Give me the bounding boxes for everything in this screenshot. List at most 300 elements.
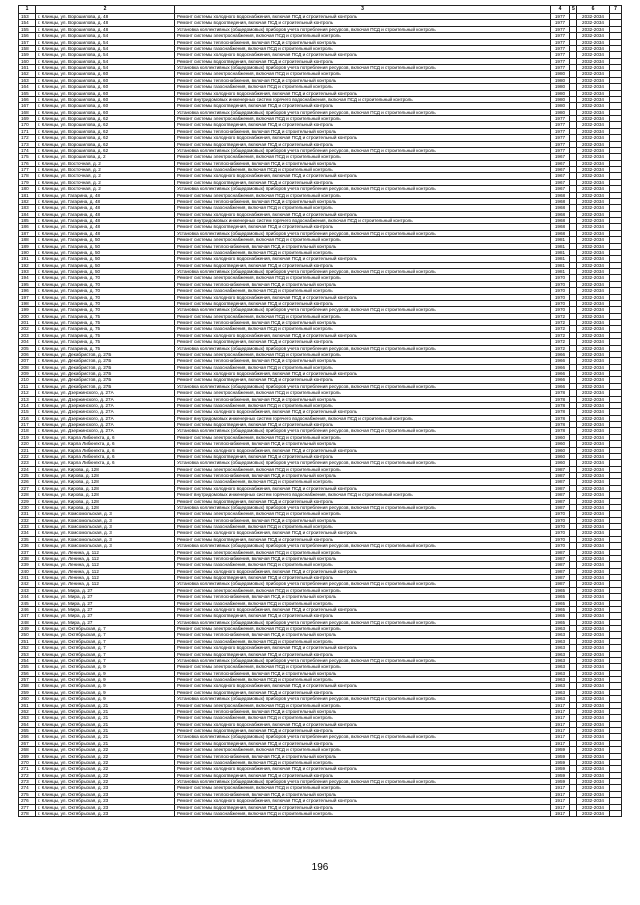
repair-period: 2032-2034 (577, 173, 610, 179)
repair-period: 2032-2034 (577, 447, 610, 453)
row-number: 189 (19, 243, 36, 249)
row-number: 276 (19, 798, 36, 804)
build-year: 1967 (551, 154, 570, 160)
work-type: Ремонт системы теплоснабжения, включая ПСД и строительный контроль (175, 160, 551, 166)
address: г. Клинцы, ул. Декабристов, д. 27Б (36, 351, 175, 357)
work-type: Ремонт системы газоснабжения, включая ПСД и строительный контроль (175, 84, 551, 90)
work-type: Ремонт системы холодного водоснабжения, включая ПСД и строительный контроль (175, 52, 551, 58)
build-year: 1917 (551, 798, 570, 804)
row-number: 265 (19, 728, 36, 734)
repair-period: 2032-2034 (577, 517, 610, 523)
repair-period: 2032-2034 (577, 45, 610, 51)
repair-period: 2032-2034 (577, 339, 610, 345)
work-type: Установка коллективных (общедомовых) приборов учета потребления ресурсов, включая ПСД и строительный контроль (175, 581, 551, 587)
build-year: 1917 (551, 810, 570, 816)
work-type: Установка коллективных (общедомовых) приборов учета потребления ресурсов, включая ПСД и строительный контроль (175, 186, 551, 192)
build-year: 1959 (551, 747, 570, 753)
build-year: 1981 (551, 256, 570, 262)
build-year: 1959 (551, 772, 570, 778)
address: г. Клинцы, ул. Гагарина, д. 75 (36, 326, 175, 332)
address: г. Клинцы, ул. Октябрьская, д. 7 (36, 657, 175, 663)
address: г. Клинцы, ул. Декабристов, д. 27Б (36, 364, 175, 370)
work-type: Ремонт внутридомовых инженерных систем горячего водоснабжения, включая ПСД и строительный контроль (175, 218, 551, 224)
repair-period: 2032-2034 (577, 358, 610, 364)
build-year: 1963 (551, 645, 570, 651)
build-year: 1970 (551, 288, 570, 294)
row-number: 185 (19, 218, 36, 224)
row-number: 165 (19, 90, 36, 96)
address: г. Клинцы, ул. Октябрьская, д. 9 (36, 683, 175, 689)
repair-period: 2032-2034 (577, 632, 610, 638)
row-number: 191 (19, 256, 36, 262)
build-year: 1917 (551, 708, 570, 714)
build-year: 1968 (551, 224, 570, 230)
row-number: 209 (19, 371, 36, 377)
build-year: 1972 (551, 313, 570, 319)
work-type: Ремонт системы теплоснабжения, включая ПСД и строительный контроль (175, 473, 551, 479)
work-type: Ремонт системы водоотведения, включая ПСД и строительный контроль (175, 224, 551, 230)
address: г. Клинцы, ул. Ворошилова, д. 62 (36, 147, 175, 153)
build-year: 1917 (551, 721, 570, 727)
repair-period: 2032-2034 (577, 555, 610, 561)
repair-period: 2032-2034 (577, 575, 610, 581)
row-number: 192 (19, 262, 36, 268)
work-type: Установка коллективных (общедомовых) приборов учета потребления ресурсов, включая ПСД и строительный контроль (175, 26, 551, 32)
build-year: 1970 (551, 524, 570, 530)
repair-period: 2032-2034 (577, 116, 610, 122)
build-year: 1960 (551, 453, 570, 459)
work-type: Ремонт системы электроснабжения, включая ПСД и строительный контроль (175, 747, 551, 753)
repair-period: 2032-2034 (577, 651, 610, 657)
work-type: Ремонт системы электроснабжения, включая ПСД и строительный контроль (175, 785, 551, 791)
address: г. Клинцы, ул. Ворошилова, д. 48 (36, 14, 175, 20)
build-year: 1966 (551, 351, 570, 357)
address: г. Клинцы, ул. Ворошилова, д. 60 (36, 103, 175, 109)
build-year: 1970 (551, 511, 570, 517)
address: г. Клинцы, ул. Дзержинского, д. 27А (36, 409, 175, 415)
address: г. Клинцы, ул. Октябрьская, д. 21 (36, 708, 175, 714)
row-number: 251 (19, 638, 36, 644)
work-type: Ремонт системы электроснабжения, включая ПСД и строительный контроль (175, 549, 551, 555)
address: г. Клинцы, ул. Ворошилова, д. 62 (36, 128, 175, 134)
build-year: 1917 (551, 804, 570, 810)
repair-period: 2032-2034 (577, 243, 610, 249)
work-type: Ремонт системы теплоснабжения, включая ПСД и строительный контроль (175, 555, 551, 561)
repair-period: 2032-2034 (577, 524, 610, 530)
address: г. Клинцы, ул. Дзержинского, д. 27А (36, 428, 175, 434)
address: г. Клинцы, ул. Ворошилова, д. 54 (36, 39, 175, 45)
address: г. Клинцы, ул. Карла Либкнехта, д. 6 (36, 441, 175, 447)
work-type: Ремонт системы теплоснабжения, включая ПСД и строительный контроль (175, 708, 551, 714)
repair-period: 2032-2034 (577, 747, 610, 753)
address: г. Клинцы, ул. Кирова, д. 128 (36, 473, 175, 479)
row-number: 203 (19, 332, 36, 338)
address: г. Клинцы, ул. Октябрьская, д. 23 (36, 785, 175, 791)
build-year: 1963 (551, 664, 570, 670)
column-number-row (19, 6, 622, 14)
address: г. Клинцы, ул. Ворошилова, д. 60 (36, 109, 175, 115)
address: г. Клинцы, ул. Октябрьская, д. 7 (36, 626, 175, 632)
repair-period: 2032-2034 (577, 530, 610, 536)
repair-period: 2032-2034 (577, 186, 610, 192)
address: г. Клинцы, ул. Комсомольская, д. 3 (36, 524, 175, 530)
build-year: 1987 (551, 549, 570, 555)
address: г. Клинцы, ул. Кирова, д. 128 (36, 466, 175, 472)
work-type: Установка коллективных (общедомовых) приборов учета потребления ресурсов, включая ПСД и строительный контроль (175, 657, 551, 663)
work-type: Ремонт системы водоотведения, включая ПСД и строительный контроль (175, 377, 551, 383)
build-year: 1966 (551, 358, 570, 364)
row-number: 195 (19, 281, 36, 287)
build-year: 1966 (551, 383, 570, 389)
repair-period: 2032-2034 (577, 345, 610, 351)
address: г. Клинцы, ул. Кирова, д. 128 (36, 498, 175, 504)
work-type: Ремонт внутридомовых инженерных систем горячего водоснабжения, включая ПСД и строительный контроль (175, 96, 551, 102)
build-year: 1978 (551, 402, 570, 408)
work-type: Ремонт системы газоснабжения, включая ПСД и строительный контроль (175, 810, 551, 816)
build-year: 1987 (551, 504, 570, 510)
build-year: 1977 (551, 147, 570, 153)
address: г. Клинцы, ул. Ворошилова, д. 54 (36, 58, 175, 64)
address: г. Клинцы, ул. Дзержинского, д. 27А (36, 402, 175, 408)
repair-period: 2032-2034 (577, 479, 610, 485)
repair-period: 2032-2034 (577, 498, 610, 504)
row-number: 242 (19, 581, 36, 587)
work-type: Ремонт системы электроснабжения, включая ПСД и строительный контроль (175, 192, 551, 198)
work-type: Ремонт системы холодного водоснабжения, включая ПСД и строительный контроль (175, 256, 551, 262)
build-year: 1978 (551, 409, 570, 415)
address: г. Клинцы, ул. Ленина, д. 112 (36, 549, 175, 555)
address: г. Клинцы, ул. Мира, д. 27 (36, 619, 175, 625)
repair-period: 2032-2034 (577, 103, 610, 109)
work-type: Ремонт системы газоснабжения, включая ПСД и строительный контроль (175, 167, 551, 173)
build-year: 1977 (551, 33, 570, 39)
row-number: 243 (19, 587, 36, 593)
build-year: 1960 (551, 441, 570, 447)
row-number: 200 (19, 313, 36, 319)
repair-period: 2032-2034 (577, 594, 610, 600)
repair-period: 2032-2034 (577, 383, 610, 389)
page-number: 196 (311, 862, 329, 873)
address: г. Клинцы, ул. Гагарина, д. 50 (36, 269, 175, 275)
address: г. Клинцы, ул. Октябрьская, д. 22 (36, 779, 175, 785)
build-year: 1967 (551, 167, 570, 173)
build-year: 1967 (551, 173, 570, 179)
address: г. Клинцы, ул. Гагарина, д. 70 (36, 307, 175, 313)
address: г. Клинцы, ул. Гагарина, д. 48 (36, 230, 175, 236)
work-type: Установка коллективных (общедомовых) приборов учета потребления ресурсов, включая ПСД и строительный контроль (175, 109, 551, 115)
address: г. Клинцы, ул. Гагарина, д. 70 (36, 288, 175, 294)
build-year: 1977 (551, 141, 570, 147)
row-number: 233 (19, 524, 36, 530)
build-year: 1965 (551, 619, 570, 625)
row-number: 253 (19, 651, 36, 657)
build-year: 1966 (551, 377, 570, 383)
work-type: Ремонт внутридомовых инженерных систем горячего водоснабжения, включая ПСД и строительный контроль (175, 415, 551, 421)
repair-period: 2032-2034 (577, 670, 610, 676)
address: г. Клинцы, ул. Гагарина, д. 50 (36, 256, 175, 262)
row-number: 272 (19, 772, 36, 778)
repair-period: 2032-2034 (577, 390, 610, 396)
repair-period: 2032-2034 (577, 249, 610, 255)
row-number: 197 (19, 294, 36, 300)
build-year: 1977 (551, 58, 570, 64)
repair-period: 2032-2034 (577, 728, 610, 734)
repair-period: 2032-2034 (577, 71, 610, 77)
address: г. Клинцы, ул. Гагарина, д. 70 (36, 275, 175, 281)
build-year: 1970 (551, 530, 570, 536)
build-year: 1968 (551, 198, 570, 204)
repair-period: 2032-2034 (577, 396, 610, 402)
work-type: Ремонт системы холодного водоснабжения, включая ПСД и строительный контроль (175, 721, 551, 727)
repair-period: 2032-2034 (577, 657, 610, 663)
repair-period: 2032-2034 (577, 638, 610, 644)
build-year: 1977 (551, 20, 570, 26)
address: г. Клинцы, ул. Гагарина, д. 48 (36, 192, 175, 198)
address: г. Клинцы, ул. Октябрьская, д. 9 (36, 664, 175, 670)
work-type: Ремонт системы холодного водоснабжения, включая ПСД и строительный контроль (175, 14, 551, 20)
repair-period: 2032-2034 (577, 766, 610, 772)
row-number: 156 (19, 33, 36, 39)
row-number: 188 (19, 237, 36, 243)
build-year: 1972 (551, 339, 570, 345)
row-number: 222 (19, 453, 36, 459)
row-number: 190 (19, 249, 36, 255)
repair-period: 2032-2034 (577, 779, 610, 785)
repair-period: 2032-2034 (577, 460, 610, 466)
build-year: 1987 (551, 485, 570, 491)
repair-period: 2032-2034 (577, 568, 610, 574)
work-type: Ремонт системы водоотведения, включая ПСД и строительный контроль (175, 740, 551, 746)
work-type: Ремонт системы газоснабжения, включая ПСД и строительный контроль (175, 715, 551, 721)
repair-period: 2032-2034 (577, 683, 610, 689)
build-year: 1963 (551, 626, 570, 632)
row-number: 271 (19, 766, 36, 772)
row-number: 230 (19, 504, 36, 510)
address: г. Клинцы, ул. Ворошилова, д. 62 (36, 135, 175, 141)
build-year: 1978 (551, 415, 570, 421)
repair-period: 2032-2034 (577, 26, 610, 32)
repair-period: 2032-2034 (577, 492, 610, 498)
address: г. Клинцы, ул. Октябрьская, д. 23 (36, 791, 175, 797)
document-sheet (18, 5, 621, 817)
work-type: Ремонт системы холодного водоснабжения, включая ПСД и строительный контроль (175, 766, 551, 772)
address: г. Клинцы, ул. Ворошилова, д. 60 (36, 71, 175, 77)
build-year: 1970 (551, 543, 570, 549)
row-number: 155 (19, 26, 36, 32)
repair-period: 2032-2034 (577, 205, 610, 211)
repair-period: 2032-2034 (577, 536, 610, 542)
build-year: 1977 (551, 116, 570, 122)
repair-period: 2032-2034 (577, 721, 610, 727)
row-number: 232 (19, 517, 36, 523)
address: г. Клинцы, ул. Гагарина, д. 48 (36, 211, 175, 217)
build-year: 1917 (551, 734, 570, 740)
address: г. Клинцы, ул. Мира, д. 27 (36, 613, 175, 619)
repair-period: 2032-2034 (577, 320, 610, 326)
row-number: 237 (19, 549, 36, 555)
row-number: 208 (19, 364, 36, 370)
work-type: Ремонт системы газоснабжения, включая ПСД и строительный контроль (175, 288, 551, 294)
address: г. Клинцы, ул. Ворошилова, д. 62 (36, 116, 175, 122)
address: г. Клинцы, ул. Дзержинского, д. 27А (36, 396, 175, 402)
build-year: 1965 (551, 587, 570, 593)
repair-period: 2032-2034 (577, 313, 610, 319)
repair-period: 2032-2034 (577, 377, 610, 383)
build-year: 1977 (551, 122, 570, 128)
repair-period: 2032-2034 (577, 167, 610, 173)
build-year: 1959 (551, 759, 570, 765)
row-number: 157 (19, 39, 36, 45)
address: г. Клинцы, ул. Дзержинского, д. 27А (36, 390, 175, 396)
row-number: 278 (19, 810, 36, 816)
work-type: Ремонт системы холодного водоснабжения, включая ПСД и строительный контроль (175, 447, 551, 453)
repair-period: 2032-2034 (577, 52, 610, 58)
address: г. Клинцы, ул. Ворошилова, д. 60 (36, 84, 175, 90)
build-year: 1970 (551, 517, 570, 523)
row-number: 215 (19, 409, 36, 415)
note-cell (610, 810, 622, 816)
build-year: 1970 (551, 300, 570, 306)
repair-period: 2032-2034 (577, 364, 610, 370)
row-number: 177 (19, 167, 36, 173)
address: г. Клинцы, ул. Гагарина, д. 50 (36, 262, 175, 268)
repair-period: 2032-2034 (577, 504, 610, 510)
row-number: 172 (19, 135, 36, 141)
row-number: 212 (19, 390, 36, 396)
work-type: Ремонт системы электроснабжения, включая ПСД и строительный контроль (175, 313, 551, 319)
address: г. Клинцы, ул. Октябрьская, д. 22 (36, 753, 175, 759)
build-year: 1963 (551, 632, 570, 638)
work-type: Ремонт системы газоснабжения, включая ПСД и строительный контроль (175, 205, 551, 211)
row-number: 158 (19, 45, 36, 51)
build-year: 1987 (551, 473, 570, 479)
build-year: 1963 (551, 689, 570, 695)
build-year: 1977 (551, 52, 570, 58)
address: г. Клинцы, ул. Гагарина, д. 48 (36, 218, 175, 224)
row-number: 236 (19, 543, 36, 549)
row-number: 260 (19, 696, 36, 702)
work-type: Ремонт системы теплоснабжения, включая ПСД и строительный контроль (175, 243, 551, 249)
build-year: 1963 (551, 670, 570, 676)
address: г. Клинцы, ул. Карла Либкнехта, д. 6 (36, 434, 175, 440)
work-type: Ремонт системы теплоснабжения, включая ПСД и строительный контроль (175, 441, 551, 447)
build-year: 1959 (551, 753, 570, 759)
row-number: 268 (19, 747, 36, 753)
address: г. Клинцы, ул. Октябрьская, д. 9 (36, 689, 175, 695)
repair-period: 2032-2034 (577, 409, 610, 415)
row-number: 252 (19, 645, 36, 651)
work-type: Ремонт системы теплоснабжения, включая ПСД и строительный контроль (175, 670, 551, 676)
row-number: 214 (19, 402, 36, 408)
address: г. Клинцы, ул. Гагарина, д. 75 (36, 313, 175, 319)
table-body (19, 14, 622, 817)
repair-period: 2032-2034 (577, 677, 610, 683)
build-year: 1959 (551, 766, 570, 772)
address: г. Клинцы, ул. Мира, д. 27 (36, 587, 175, 593)
repair-period: 2032-2034 (577, 14, 610, 20)
build-year: 1959 (551, 779, 570, 785)
work-type: Ремонт системы электроснабжения, включая ПСД и строительный контроль (175, 390, 551, 396)
row-number: 274 (19, 785, 36, 791)
address: г. Клинцы, ул. Ворошилова, д. 60 (36, 90, 175, 96)
repair-period: 2032-2034 (577, 740, 610, 746)
row-number: 161 (19, 65, 36, 71)
row-number: 178 (19, 173, 36, 179)
repair-period: 2032-2034 (577, 262, 610, 268)
work-type: Ремонт системы холодного водоснабжения, включая ПСД и строительный контроль (175, 683, 551, 689)
repair-period: 2032-2034 (577, 422, 610, 428)
work-type: Ремонт системы водоотведения, включая ПСД и строительный контроль (175, 300, 551, 306)
address: г. Клинцы, ул. Октябрьская, д. 21 (36, 728, 175, 734)
build-year: 1972 (551, 326, 570, 332)
address: г. Клинцы, ул. Ворошилова, д. 54 (36, 52, 175, 58)
work-type: Ремонт системы теплоснабжения, включая ПСД и строительный контроль (175, 281, 551, 287)
row-number: 202 (19, 326, 36, 332)
build-year: 1987 (551, 575, 570, 581)
work-type: Ремонт системы водоотведения, включая ПСД и строительный контроль (175, 613, 551, 619)
repair-period: 2032-2034 (577, 211, 610, 217)
build-year: 1917 (551, 785, 570, 791)
work-type: Ремонт системы холодного водоснабжения, включая ПСД и строительный контроль (175, 173, 551, 179)
address: г. Клинцы, ул. Гагарина, д. 70 (36, 294, 175, 300)
address: г. Клинцы, ул. Кирова, д. 128 (36, 485, 175, 491)
row-number: 223 (19, 460, 36, 466)
build-year: 1965 (551, 600, 570, 606)
work-type: Ремонт системы газоснабжения, включая ПСД и строительный контроль (175, 326, 551, 332)
address: г. Клинцы, ул. Октябрьская, д. 21 (36, 734, 175, 740)
row-number: 254 (19, 657, 36, 663)
build-year: 1970 (551, 307, 570, 313)
row-number: 166 (19, 96, 36, 102)
build-year: 1963 (551, 677, 570, 683)
repair-period: 2032-2034 (577, 332, 610, 338)
repair-period: 2032-2034 (577, 122, 610, 128)
address: г. Клинцы, ул. Октябрьская, д. 7 (36, 632, 175, 638)
row-number: 266 (19, 734, 36, 740)
repair-period: 2032-2034 (577, 466, 610, 472)
build-year: 1977 (551, 39, 570, 45)
work-type: Ремонт системы водоотведения, включая ПСД и строительный контроль (175, 262, 551, 268)
row-number: 220 (19, 441, 36, 447)
work-type: Ремонт системы водоотведения, включая ПСД и строительный контроль (175, 651, 551, 657)
build-year: 1981 (551, 269, 570, 275)
row-number: 240 (19, 568, 36, 574)
repair-period: 2032-2034 (577, 759, 610, 765)
work-type: Ремонт системы водоотведения, включая ПСД и строительный контроль (175, 772, 551, 778)
work-type: Ремонт системы холодного водоснабжения, включая ПСД и строительный контроль (175, 135, 551, 141)
build-year: 1981 (551, 243, 570, 249)
work-type: Ремонт системы газоснабжения, включая ПСД и строительный контроль (175, 249, 551, 255)
row-number: 221 (19, 447, 36, 453)
repair-period: 2032-2034 (577, 198, 610, 204)
build-year: 1987 (551, 581, 570, 587)
address: г. Клинцы, ул. Кирова, д. 128 (36, 492, 175, 498)
repair-period: 2032-2034 (577, 428, 610, 434)
build-year: 1970 (551, 275, 570, 281)
repair-period: 2032-2034 (577, 237, 610, 243)
address: г. Клинцы, ул. Гагарина, д. 50 (36, 243, 175, 249)
build-year: 1980 (551, 84, 570, 90)
address: г. Клинцы, ул. Октябрьская, д. 23 (36, 804, 175, 810)
address: г. Клинцы, ул. Ленина, д. 112 (36, 555, 175, 561)
work-type: Ремонт системы водоотведения, включая ПСД и строительный контроль (175, 20, 551, 26)
row-number: 229 (19, 498, 36, 504)
build-year: 1968 (551, 218, 570, 224)
repair-period: 2032-2034 (577, 154, 610, 160)
row-number: 248 (19, 619, 36, 625)
repair-period: 2032-2034 (577, 275, 610, 281)
work-type: Ремонт системы электроснабжения, включая ПСД и строительный контроль (175, 351, 551, 357)
